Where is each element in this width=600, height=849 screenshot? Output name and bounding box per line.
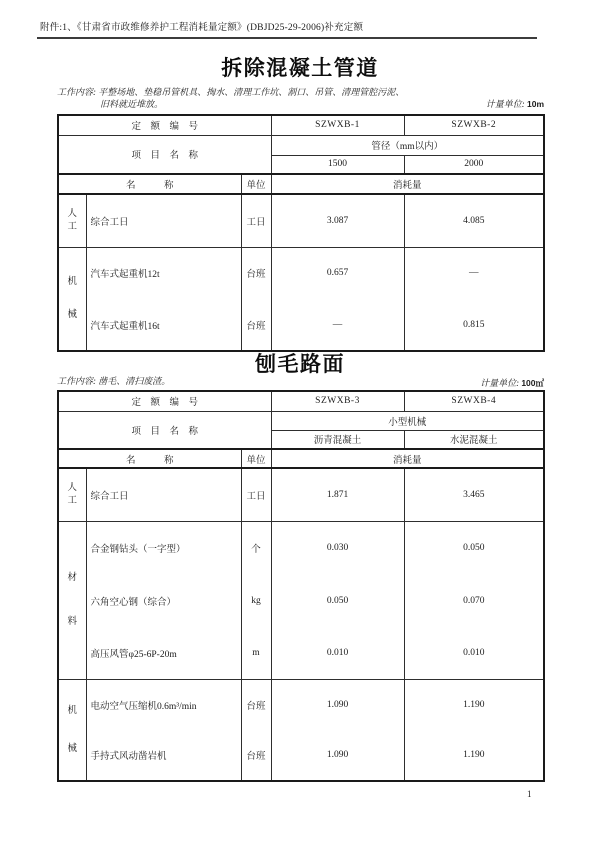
sub-header-1500: 1500: [271, 155, 404, 174]
category-cell-machinery: [58, 679, 86, 781]
work-content-label: 工作内容:: [57, 376, 96, 386]
work-content-text: 凿毛、清扫废渣。: [98, 376, 171, 386]
quota-no-label: 定 额 编 号: [58, 115, 271, 135]
work-content-label: 工作内容:: [57, 87, 96, 97]
item-name-cell: 综合工日: [86, 468, 241, 521]
quota-code-1: SZWXB-1: [271, 115, 404, 135]
table-row: [58, 679, 544, 730]
category-cell-labor: [58, 468, 86, 521]
item-name-cell: 合金钢钻头（一字型）: [86, 521, 241, 574]
measure-unit-value: 100㎡: [521, 378, 544, 388]
section-title-demolish-concrete-pipe: 拆除混凝土管道: [221, 57, 379, 80]
item-name-cell: 手持式风动凿岩机: [86, 730, 241, 781]
group-header-pipe-diameter: 管径（mm以内）: [271, 135, 544, 155]
category-label: 人工: [67, 482, 77, 506]
consumption-col-label: 消耗量: [271, 174, 544, 194]
category-cell-machinery: [58, 247, 86, 351]
quota-code-4: SZWXB-4: [404, 391, 544, 411]
item-value-cell: 1.190: [404, 730, 544, 781]
section-title-roughen-pavement: 刨毛路面: [255, 353, 345, 376]
item-unit-cell: kg: [241, 574, 271, 627]
item-name-cell: 汽车式起重机12t: [86, 247, 241, 299]
group-header-small-machinery: 小型机械: [271, 411, 544, 430]
name-col-label: 名 称: [58, 449, 241, 468]
item-name-label: 项 目 名 称: [58, 411, 271, 449]
item-value-cell: 0.010: [404, 627, 544, 679]
item-value-cell: 0.070: [404, 574, 544, 627]
item-value-cell: 0.010: [271, 627, 404, 679]
item-name-cell: 电动空气压缩机0.6m³/min: [86, 679, 241, 730]
item-value-cell: 1.190: [404, 679, 544, 730]
item-value-cell: 0.657: [271, 247, 404, 299]
table-row: [58, 730, 544, 781]
item-name-label: 项 目 名 称: [58, 135, 271, 174]
table-row: [58, 574, 544, 627]
item-unit-cell: 工日: [241, 194, 271, 247]
item-value-cell: 3.087: [271, 194, 404, 247]
measure-unit-label: 计量单位:: [480, 378, 520, 388]
table-row: [58, 299, 544, 351]
item-value-cell: 0.050: [271, 574, 404, 627]
item-value-cell: 1.090: [271, 730, 404, 781]
item-value-cell: 0.030: [271, 521, 404, 574]
consumption-col-label: 消耗量: [271, 449, 544, 468]
item-name-cell: 汽车式起重机16t: [86, 299, 241, 351]
measure-unit-note-2: [480, 376, 544, 389]
item-unit-cell: 个: [241, 521, 271, 574]
measure-unit-label: 计量单位:: [485, 99, 525, 109]
quota-table-roughen-pavement: [57, 390, 545, 782]
unit-col-label: 单位: [241, 449, 271, 468]
work-content-text: 平整场地、垫稳吊管机具、掏水、清理工作坑、割口、吊管、清理管腔污泥、: [98, 87, 405, 97]
item-unit-cell: 台班: [241, 247, 271, 299]
category-cell-material: [58, 521, 86, 679]
item-name-cell: 六角空心钢（综合）: [86, 574, 241, 627]
sub-header-2000: 2000: [404, 155, 544, 174]
table-row: [58, 468, 544, 521]
item-value-cell: —: [404, 247, 544, 299]
measure-unit-note-1: [486, 97, 544, 110]
work-content-line: 旧料就近堆放。: [100, 98, 164, 109]
work-content-line: [57, 87, 447, 99]
item-value-cell: 0.050: [404, 521, 544, 574]
item-value-cell: 4.085: [404, 194, 544, 247]
item-unit-cell: 工日: [241, 468, 271, 521]
unit-col-label: 单位: [241, 174, 271, 194]
work-content-2: [57, 376, 170, 388]
item-value-cell: 3.465: [404, 468, 544, 521]
quota-table-demolish-concrete-pipe: [57, 114, 545, 352]
document-header-note: 附件:1、《甘肃省市政维修养护工程消耗量定额》(DBJD25-29-2006)补充定额: [40, 23, 364, 33]
item-value-cell: —: [271, 299, 404, 351]
item-unit-cell: 台班: [241, 299, 271, 351]
quota-code-2: SZWXB-2: [404, 115, 544, 135]
table-row: [58, 194, 544, 247]
item-unit-cell: 台班: [241, 679, 271, 730]
category-label: 机械: [67, 705, 77, 754]
table-row: [58, 247, 544, 299]
quota-no-label: 定 额 编 号: [58, 391, 271, 411]
table-row: [58, 521, 544, 574]
category-label: 机械: [67, 276, 77, 320]
item-unit-cell: m: [241, 627, 271, 679]
name-col-label: 名 称: [58, 174, 241, 194]
page-number: 1: [527, 789, 532, 799]
category-label: 人工: [67, 208, 77, 232]
category-cell-labor: [58, 194, 86, 247]
item-name-cell: 高压风管φ25-6P-20m: [86, 627, 241, 679]
item-value-cell: 1.871: [271, 468, 404, 521]
item-value-cell: 0.815: [404, 299, 544, 351]
item-name-cell: 综合工日: [86, 194, 241, 247]
item-unit-cell: 台班: [241, 730, 271, 781]
measure-unit-value: 10m: [526, 99, 544, 109]
category-label: 材料: [67, 573, 77, 627]
item-value-cell: 1.090: [271, 679, 404, 730]
work-content-1: [57, 87, 447, 110]
header-divider-line: [37, 37, 537, 39]
sub-header-cement-concrete: 水泥混凝土: [404, 430, 544, 449]
table-row: [58, 627, 544, 679]
sub-header-asphalt-concrete: 沥青混凝土: [271, 430, 404, 449]
quota-code-3: SZWXB-3: [271, 391, 404, 411]
